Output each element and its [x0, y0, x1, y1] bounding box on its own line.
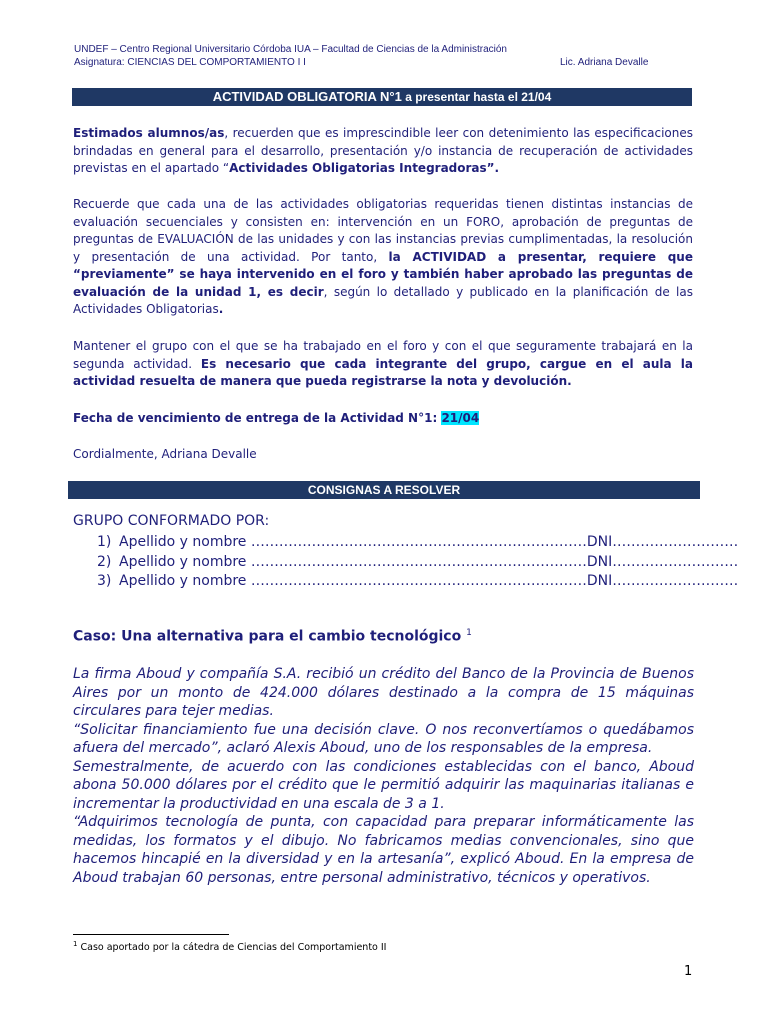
group-paragraph [73, 338, 693, 391]
case-body [73, 665, 694, 887]
group-member-field: Apellido y nombre ………………………………………………………………DNI……………………… [119, 553, 739, 570]
group-member-number: 3) [97, 573, 112, 589]
group-paragraph-emphasis: Es necesario que cada integrante del grupo, cargue en el aula la actividad resuelta de manera que pueda registrarse la nota y devolución. [73, 356, 694, 388]
due-date-label: Fecha de vencimiento de entrega de la Actividad N°1: [73, 411, 442, 425]
intro-greeting: Estimados alumnos/as [73, 126, 225, 140]
case-title-text: Caso: Una alternativa para el cambio tecnológico [73, 628, 467, 645]
case-paragraph: La firma Aboud y compañía S.A. recibió un crédito del Banco de la Provincia de Buenos Aires por un monto de 424.000 dólares destinado a la compra de 15 máquinas circulares para tejer medias. [73, 666, 694, 719]
footnote-marker: 1 [73, 940, 78, 948]
case-paragraph: “Adquirimos tecnología de punta, con capacidad para preparar informáticamente las medidas, los formatos y el dibujo. No fabricamos medias convencionales, sino que hacemos hincapié en la diversidad y en la artesanía”, explicó Aboud. En la empresa de Aboud trabajan 60 personas, entre personal administrativo, técnicos y operativos. [73, 814, 694, 886]
case-footnote-marker: 1 [466, 628, 472, 638]
requirements-text: Recuerde que cada una de las actividades obligatorias requeridas tienen distintas instancias de evaluación secuenciales y consisten en: intervención en un FORO, aprobación de preguntas de preguntas de EVALUACIÓN de las unidades y con las instancias previas cumplimentadas, la resolución y presentación de una actividad. Por tanto, [73, 197, 693, 264]
header-institution: UNDEF – Centro Regional Universitario Córdoba IUA – Facultad de Ciencias de la Administración [74, 44, 507, 55]
group-member-item [97, 553, 738, 573]
due-date-line [73, 410, 693, 428]
footnote-separator [73, 934, 229, 935]
activity-banner-subtitle: a presentar hasta el 21/04 [401, 90, 552, 104]
group-member-number: 2) [97, 553, 112, 570]
group-member-field: Apellido y nombre ………………………………………………………………DNI……………………… [119, 573, 739, 589]
tasks-banner-title: CONSIGNAS A RESOLVER [307, 483, 461, 497]
tasks-banner [68, 481, 700, 499]
case-paragraph: Semestralmente, de acuerdo con las condiciones establecidas con el banco, Aboud abona 50.000 dólares por el crédito que le permitió adquirir las maquinarias italianas e incrementar la productividad en una escala de 3 a 1. [73, 758, 694, 812]
footnote-text: Caso aportado por la cátedra de Ciencias del Comportamiento II [77, 942, 387, 954]
group-paragraph-text: Mantener el grupo con el que se ha trabajado en el foro y con el que seguramente trabajará en la segunda actividad. [73, 339, 693, 371]
group-title: GRUPO CONFORMADO POR: [73, 513, 270, 529]
requirements-period: . [218, 302, 224, 316]
due-date-value: 21/04 [441, 411, 480, 425]
group-member-number: 1) [97, 534, 112, 550]
requirements-emphasis: la ACTIVIDAD a presentar, requiere que “previamente” se haya intervenido en el foro y también haber aprobado las preguntas de evaluación de la unidad 1, es decir [73, 249, 693, 299]
footnote [73, 940, 386, 953]
group-member-item [97, 533, 738, 553]
group-member-field: Apellido y nombre ………………………………………………………………DNI……………………… [119, 534, 739, 550]
intro-paragraph [73, 125, 693, 178]
closing-line: Cordialmente, Adriana Devalle [73, 447, 257, 461]
case-title [73, 628, 472, 645]
group-member-list [97, 533, 738, 592]
requirements-paragraph [73, 196, 693, 319]
intro-text: , recuerden que es imprescindible leer con detenimiento las especificaciones brindadas en general para el desarrollo, presentación y/o instancia de recuperación de actividades previstas en el apartado “ [73, 126, 694, 175]
activity-banner-title: ACTIVIDAD OBLIGATORIA N°1 [212, 89, 402, 104]
group-member-item [97, 572, 738, 592]
header-author: Lic. Adriana Devalle [560, 57, 649, 68]
page-number: 1 [684, 964, 693, 979]
case-paragraph: “Solicitar financiamiento fue una decisión clave. O nos reconvertíamos o quedábamos afuera del mercado”, aclaró Alexis Aboud, uno de los responsables de la empresa. [73, 721, 694, 756]
intro-section-name: Actividades Obligatorias Integradoras”. [229, 161, 500, 175]
activity-banner [72, 88, 692, 106]
requirements-text-end: , según lo detallado y publicado en la planificación de las Actividades Obligatorias [73, 284, 693, 316]
header-subject: Asignatura: CIENCIAS DEL COMPORTAMIENTO I I [74, 57, 306, 68]
